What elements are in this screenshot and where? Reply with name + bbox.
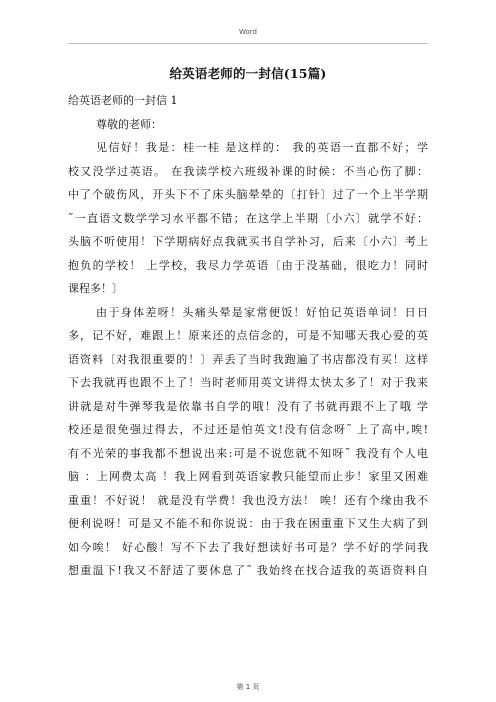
text-line: 下去我就再也跟不上了！当时老师用英文讲得太快太多了！对于我来 (68, 376, 428, 389)
text-line: ˜一直语文数学学习水平都不错；在这学上半期〔小六〕就学不好： (68, 211, 428, 225)
text-line: 如今唉！ 好心酸！写不下去了我好想读好书可是？学不好的学问我 (68, 540, 428, 554)
header-app-name: Word (239, 28, 257, 36)
text-line: 抱负的学校！ 上学校，我尽力学英语〔由于没基础，很吃力！同时 (68, 258, 428, 272)
page-number: 第 1 页 (236, 683, 260, 691)
text-line: 课程多！〕 (68, 282, 123, 295)
text-line: 头脑不听使用！下学期病好点我就买书自学补习，后来〔小六〕考上 (68, 235, 428, 248)
text-line: 脑 ：上网费太高 ！我上网看到英语家教只能望而止步！家里又困难 (68, 470, 428, 483)
text-line: 多，记不好，难跟上！原来还的点信念的，可是不知哪天我心爱的英 (68, 329, 428, 342)
text-line: 由于身体差呀！头痛头晕是家常便饭！好怕记英语单词！日日 (96, 305, 428, 319)
text-line: 想重温下!我又不舒适了要休息了˜ 我始终在找合适我的英语资料自 (68, 564, 428, 577)
text-line: 有不光荣的事我都不想说出来:可是不说您就不知呀˜ 我没有个人电 (68, 446, 428, 460)
text-line: 见信好！我是：桂一桂 是这样的： 我的英语一直都不好；学 (96, 141, 428, 154)
document-title: 给英语老师的一封信(15篇) (169, 66, 327, 81)
text-line: 便利说呀！可是又不能不和你说说：由于我在困重重下又生大病了到 (68, 517, 428, 530)
text-line: 校还是很免强过得去，不过还是怕英文!没有信念呀˜ 上了高中,唉! (68, 423, 428, 436)
text-line: 讲就是对牛弹琴我是依靠书自学的哦！没有了书就再跟不上了哦 学 (68, 399, 428, 413)
page-header (68, 0, 428, 44)
text-line: 中了个破伤风，开头下不了床头脑晕晕的〔打针〕过了一个上半学期 (68, 188, 428, 201)
text-line: 校又没学过英语。 在我读学校六班级补课的时候：不当心伤了脚： (68, 164, 428, 178)
text-line: 语资料〔对我很重要的！〕弄丢了当时我跑遍了书店都没有买！这样 (68, 352, 428, 366)
text-line: 重重！不好说！ 就是没有学费！我也没方法！ 唉！还有个缘由我不 (68, 493, 428, 507)
salutation: 尊敬的老师： (96, 117, 162, 131)
section-heading: 给英语老师的一封信 1 (68, 94, 178, 107)
document-body (68, 64, 428, 583)
